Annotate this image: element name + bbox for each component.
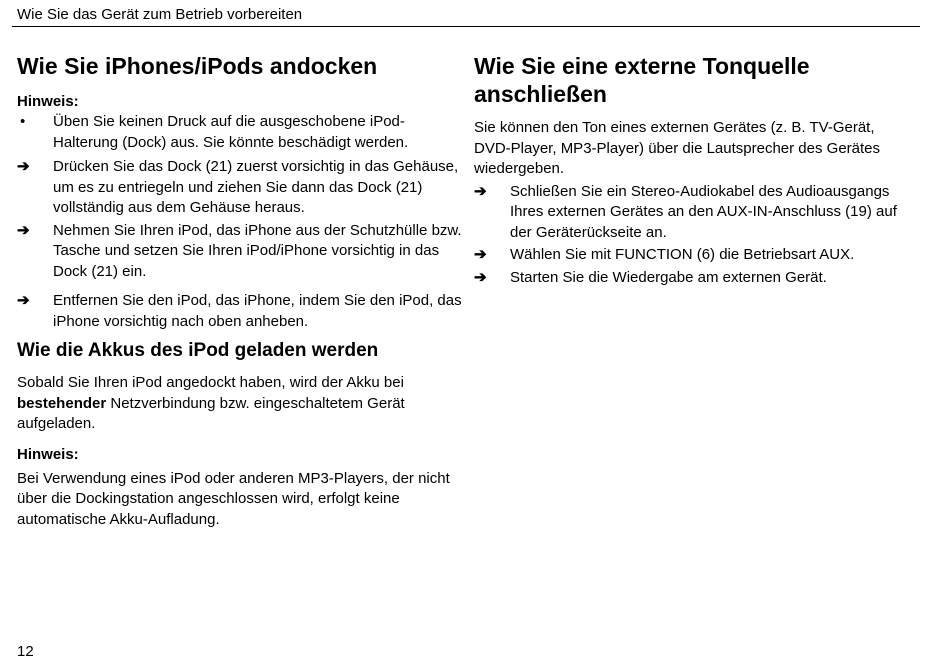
arrow-icon: ➔ xyxy=(17,292,30,309)
arrow-icon: ➔ xyxy=(474,182,487,200)
arrow-icon: ➔ xyxy=(17,158,30,175)
arrow-icon: ➔ xyxy=(17,221,30,239)
step-text: Nehmen Sie Ihren iPod, das iPhone aus der Schutzhülle bzw. Tasche und setzen Sie Ihren iPod/iPhone vorsichtig in das Dock (21) ein. xyxy=(53,221,462,280)
step-item xyxy=(17,221,462,283)
heading-charging: Wie die Akkus des iPod geladen werden xyxy=(17,340,379,361)
step-item xyxy=(17,157,462,219)
running-header: Wie Sie das Gerät zum Betrieb vorbereiten xyxy=(17,6,303,23)
arrow-icon: ➔ xyxy=(474,246,487,263)
emphasis-text: bestehender xyxy=(17,394,107,412)
heading-dock-iphone: Wie Sie iPhones/iPods andocken xyxy=(17,53,378,79)
step-text: Drücken Sie das Dock (21) zuerst vorsichtig in das Gehäuse, um es zu entriegeln und ziehen Sie dann das Dock (21) vollständig aus dem Gehäuse heraus. xyxy=(53,158,459,216)
bullet-text: Üben Sie keinen Druck auf die ausgeschobene iPod-Halterung (Dock) aus. Sie könnte beschädigt werden. xyxy=(53,113,409,151)
step-item xyxy=(17,291,462,332)
intro-paragraph: Sie können den Ton eines externen Gerätes (z. B. TV-Gerät, DVD-Player, MP3-Player) über die Lautsprecher des Gerätes wiedergeben. xyxy=(474,119,881,177)
step-item xyxy=(474,245,914,266)
charging-paragraph: Sobald Sie Ihren iPod angedockt haben, wird der Akku bei bestehender Netzverbindung bzw. eingeschaltetem Gerät aufgeladen. xyxy=(17,374,405,432)
step-text: Wählen Sie mit FUNCTION (6) die Betriebsart AUX. xyxy=(510,246,855,263)
step-item xyxy=(474,268,914,289)
step-text: Schließen Sie ein Stereo-Audiokabel des Audioausgangs Ihres externen Gerätes an den AUX-IN-Anschluss (19) auf der Geräterückseite an. xyxy=(510,182,897,241)
note-label: Hinweis: xyxy=(17,93,79,110)
heading-external-source: Wie Sie eine externe Tonquelle anschließen xyxy=(474,53,810,107)
bullet-icon: • xyxy=(20,113,26,130)
page-number: 12 xyxy=(17,643,34,660)
note-label: Hinweis: xyxy=(17,445,79,463)
arrow-icon: ➔ xyxy=(474,268,487,286)
step-text: Starten Sie die Wiedergabe am externen Gerät. xyxy=(510,268,827,286)
right-column xyxy=(474,52,914,288)
bullet-item xyxy=(17,112,462,153)
step-item xyxy=(474,182,914,244)
left-column xyxy=(17,52,462,530)
step-text: Entfernen Sie den iPod, das iPhone, indem Sie den iPod, das iPhone vorsichtig nach oben anheben. xyxy=(53,292,462,330)
note-text: Bei Verwendung eines iPod oder anderen MP3-Players, der nicht über die Dockingstation angeschlossen wird, erfolgt keine automatische Akku-Aufladung. xyxy=(17,469,450,528)
header-divider xyxy=(12,26,920,27)
